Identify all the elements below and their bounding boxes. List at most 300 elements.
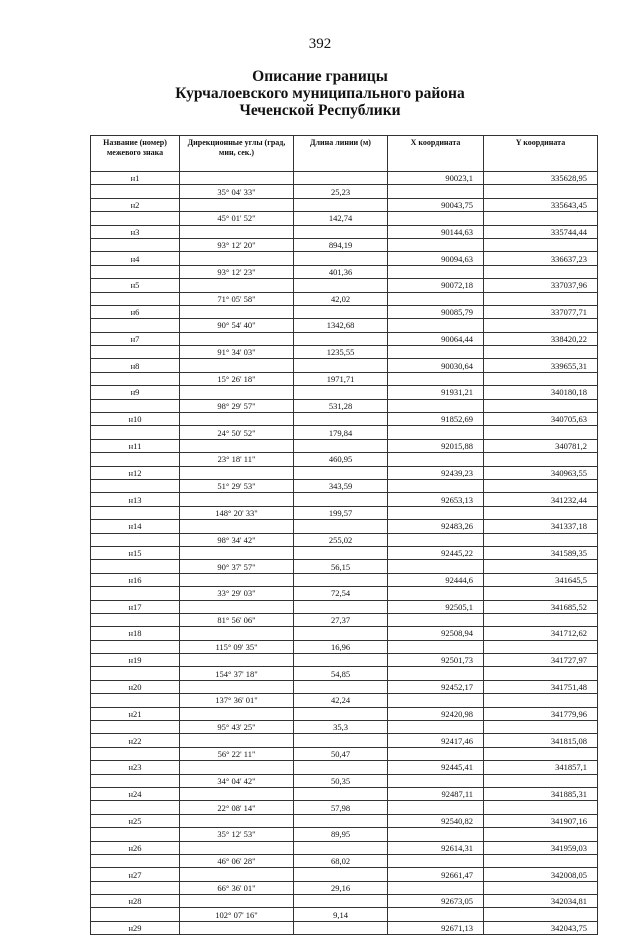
empty-cell: [91, 774, 180, 787]
y-coordinate: 336637,23: [484, 252, 598, 265]
point-name: н15: [91, 546, 180, 559]
point-row: [91, 546, 598, 559]
empty-cell: [294, 814, 388, 827]
segment-row: [91, 426, 598, 439]
direction-angle: 154° 37' 18": [180, 667, 294, 680]
empty-cell: [91, 801, 180, 814]
direction-angle: 148° 20' 33": [180, 506, 294, 519]
empty-cell: [294, 707, 388, 720]
empty-cell: [180, 868, 294, 881]
y-coordinate: 335744,44: [484, 225, 598, 238]
point-row: [91, 493, 598, 506]
empty-cell: [484, 238, 598, 251]
point-name: н24: [91, 787, 180, 800]
y-coordinate: 341815,08: [484, 734, 598, 747]
point-row: [91, 921, 598, 934]
y-coordinate: 338420,22: [484, 332, 598, 345]
point-row: [91, 198, 598, 211]
empty-cell: [484, 346, 598, 359]
point-row: [91, 707, 598, 720]
x-coordinate: 92420,98: [388, 707, 484, 720]
line-length: 199,57: [294, 506, 388, 519]
point-name: н17: [91, 600, 180, 613]
empty-cell: [180, 279, 294, 292]
empty-cell: [388, 774, 484, 787]
empty-cell: [484, 453, 598, 466]
direction-angle: 137° 36' 01": [180, 694, 294, 707]
y-coordinate: 341645,5: [484, 573, 598, 586]
direction-angle: 51° 29' 53": [180, 479, 294, 492]
line-length: 72,54: [294, 587, 388, 600]
point-name: н23: [91, 761, 180, 774]
segment-row: [91, 640, 598, 653]
empty-cell: [484, 721, 598, 734]
empty-cell: [388, 533, 484, 546]
empty-cell: [91, 881, 180, 894]
point-name: н14: [91, 520, 180, 533]
point-row: [91, 359, 598, 372]
empty-cell: [484, 265, 598, 278]
empty-cell: [91, 185, 180, 198]
empty-cell: [294, 734, 388, 747]
segment-row: [91, 560, 598, 573]
segment-row: [91, 238, 598, 251]
point-name: н26: [91, 841, 180, 854]
empty-cell: [180, 787, 294, 800]
empty-cell: [180, 305, 294, 318]
table-header-row: [91, 136, 598, 172]
point-name: н21: [91, 707, 180, 720]
y-coordinate: 341727,97: [484, 654, 598, 667]
direction-angle: 98° 34' 42": [180, 533, 294, 546]
point-row: [91, 413, 598, 426]
empty-cell: [180, 654, 294, 667]
empty-cell: [91, 319, 180, 332]
empty-cell: [180, 439, 294, 452]
point-row: [91, 814, 598, 827]
empty-cell: [294, 439, 388, 452]
empty-cell: [180, 252, 294, 265]
x-coordinate: 90094,63: [388, 252, 484, 265]
direction-angle: 56° 22' 11": [180, 747, 294, 760]
empty-cell: [294, 841, 388, 854]
direction-angle: 22° 08' 14": [180, 801, 294, 814]
segment-row: [91, 265, 598, 278]
empty-cell: [294, 493, 388, 506]
point-name: н27: [91, 868, 180, 881]
empty-cell: [388, 426, 484, 439]
segment-row: [91, 533, 598, 546]
segment-row: [91, 292, 598, 305]
x-coordinate: 90085,79: [388, 305, 484, 318]
empty-cell: [294, 305, 388, 318]
x-coordinate: 91852,69: [388, 413, 484, 426]
boundary-table: [90, 135, 598, 935]
empty-cell: [484, 801, 598, 814]
segment-row: [91, 774, 598, 787]
x-coordinate: 92487,11: [388, 787, 484, 800]
empty-cell: [388, 560, 484, 573]
empty-cell: [91, 479, 180, 492]
y-coordinate: 340781,2: [484, 439, 598, 452]
direction-angle: 115° 09' 35": [180, 640, 294, 653]
y-coordinate: 341751,48: [484, 680, 598, 693]
empty-cell: [484, 774, 598, 787]
line-length: 35,3: [294, 721, 388, 734]
segment-row: [91, 372, 598, 385]
empty-cell: [91, 908, 180, 921]
header-line-length: Длина линии (м): [294, 136, 388, 172]
x-coordinate: 92439,23: [388, 466, 484, 479]
y-coordinate: 342008,05: [484, 868, 598, 881]
empty-cell: [180, 627, 294, 640]
empty-cell: [294, 386, 388, 399]
empty-cell: [91, 399, 180, 412]
point-name: н3: [91, 225, 180, 238]
empty-cell: [388, 908, 484, 921]
empty-cell: [91, 747, 180, 760]
empty-cell: [388, 828, 484, 841]
title-line-1: Описание границы: [252, 68, 388, 85]
empty-cell: [180, 680, 294, 693]
point-name: н25: [91, 814, 180, 827]
empty-cell: [388, 613, 484, 626]
empty-cell: [91, 587, 180, 600]
x-coordinate: 92653,13: [388, 493, 484, 506]
y-coordinate: 341857,1: [484, 761, 598, 774]
empty-cell: [484, 828, 598, 841]
empty-cell: [388, 238, 484, 251]
x-coordinate: 90144,63: [388, 225, 484, 238]
line-length: 56,15: [294, 560, 388, 573]
empty-cell: [91, 372, 180, 385]
empty-cell: [484, 854, 598, 867]
empty-cell: [91, 346, 180, 359]
empty-cell: [180, 386, 294, 399]
segment-row: [91, 747, 598, 760]
empty-cell: [91, 721, 180, 734]
line-length: 57,98: [294, 801, 388, 814]
empty-cell: [484, 587, 598, 600]
header-direction-angle: Дирекционные углы (град, мин, сек.): [180, 136, 294, 172]
empty-cell: [180, 225, 294, 238]
empty-cell: [388, 372, 484, 385]
line-length: 89,95: [294, 828, 388, 841]
point-row: [91, 305, 598, 318]
empty-cell: [180, 198, 294, 211]
empty-cell: [294, 680, 388, 693]
empty-cell: [388, 881, 484, 894]
empty-cell: [484, 372, 598, 385]
empty-cell: [180, 921, 294, 934]
empty-cell: [180, 573, 294, 586]
empty-cell: [180, 546, 294, 559]
empty-cell: [388, 212, 484, 225]
direction-angle: 93° 12' 20": [180, 238, 294, 251]
empty-cell: [180, 707, 294, 720]
empty-cell: [180, 493, 294, 506]
empty-cell: [91, 613, 180, 626]
empty-cell: [91, 426, 180, 439]
empty-cell: [484, 881, 598, 894]
segment-row: [91, 346, 598, 359]
y-coordinate: 342043,75: [484, 921, 598, 934]
point-name: н11: [91, 439, 180, 452]
table-body: [91, 172, 598, 935]
line-length: 255,02: [294, 533, 388, 546]
x-coordinate: 92671,13: [388, 921, 484, 934]
x-coordinate: 92417,46: [388, 734, 484, 747]
segment-row: [91, 828, 598, 841]
point-row: [91, 627, 598, 640]
y-coordinate: 341907,16: [484, 814, 598, 827]
direction-angle: 45° 01' 52": [180, 212, 294, 225]
point-row: [91, 600, 598, 613]
point-name: н5: [91, 279, 180, 292]
empty-cell: [91, 533, 180, 546]
direction-angle: 46° 06' 28": [180, 854, 294, 867]
empty-cell: [91, 694, 180, 707]
point-row: [91, 172, 598, 185]
empty-cell: [294, 921, 388, 934]
x-coordinate: 92452,17: [388, 680, 484, 693]
direction-angle: 102° 07' 16": [180, 908, 294, 921]
empty-cell: [91, 212, 180, 225]
point-name: н28: [91, 895, 180, 908]
segment-row: [91, 479, 598, 492]
point-name: н7: [91, 332, 180, 345]
point-row: [91, 252, 598, 265]
x-coordinate: 92444,6: [388, 573, 484, 586]
page-number: 392: [308, 36, 332, 52]
empty-cell: [484, 667, 598, 680]
point-row: [91, 761, 598, 774]
y-coordinate: 340180,18: [484, 386, 598, 399]
x-coordinate: 92661,47: [388, 868, 484, 881]
line-length: 1235,55: [294, 346, 388, 359]
empty-cell: [484, 185, 598, 198]
empty-cell: [294, 252, 388, 265]
segment-row: [91, 399, 598, 412]
point-name: н12: [91, 466, 180, 479]
direction-angle: 35° 12' 53": [180, 828, 294, 841]
empty-cell: [180, 359, 294, 372]
y-coordinate: 342034,81: [484, 895, 598, 908]
x-coordinate: 91931,21: [388, 386, 484, 399]
point-row: [91, 868, 598, 881]
direction-angle: 24° 50' 52": [180, 426, 294, 439]
empty-cell: [388, 747, 484, 760]
y-coordinate: 341685,52: [484, 600, 598, 613]
empty-cell: [91, 854, 180, 867]
segment-row: [91, 185, 598, 198]
y-coordinate: 340705,63: [484, 413, 598, 426]
empty-cell: [294, 654, 388, 667]
line-length: 50,47: [294, 747, 388, 760]
point-row: [91, 466, 598, 479]
empty-cell: [388, 185, 484, 198]
x-coordinate: 92445,41: [388, 761, 484, 774]
point-row: [91, 734, 598, 747]
empty-cell: [484, 747, 598, 760]
direction-angle: 81° 56' 06": [180, 613, 294, 626]
empty-cell: [388, 346, 484, 359]
point-name: н10: [91, 413, 180, 426]
line-length: 1971,71: [294, 372, 388, 385]
line-length: 29,16: [294, 881, 388, 894]
direction-angle: 90° 37' 57": [180, 560, 294, 573]
segment-row: [91, 212, 598, 225]
empty-cell: [294, 600, 388, 613]
empty-cell: [294, 895, 388, 908]
point-name: н6: [91, 305, 180, 318]
direction-angle: 90° 54' 40": [180, 319, 294, 332]
point-row: [91, 841, 598, 854]
point-row: [91, 680, 598, 693]
direction-angle: 23° 18' 11": [180, 453, 294, 466]
point-row: [91, 225, 598, 238]
line-length: 16,96: [294, 640, 388, 653]
line-length: 894,19: [294, 238, 388, 251]
y-coordinate: 335643,45: [484, 198, 598, 211]
empty-cell: [388, 694, 484, 707]
empty-cell: [294, 868, 388, 881]
empty-cell: [294, 761, 388, 774]
x-coordinate: 90043,75: [388, 198, 484, 211]
point-row: [91, 279, 598, 292]
point-name: н13: [91, 493, 180, 506]
empty-cell: [388, 721, 484, 734]
line-length: 343,59: [294, 479, 388, 492]
point-name: н4: [91, 252, 180, 265]
segment-row: [91, 319, 598, 332]
x-coordinate: 92540,82: [388, 814, 484, 827]
x-coordinate: 92505,1: [388, 600, 484, 613]
empty-cell: [91, 238, 180, 251]
x-coordinate: 90072,18: [388, 279, 484, 292]
x-coordinate: 92673,05: [388, 895, 484, 908]
y-coordinate: 341779,96: [484, 707, 598, 720]
line-length: 9,14: [294, 908, 388, 921]
empty-cell: [294, 198, 388, 211]
empty-cell: [388, 587, 484, 600]
empty-cell: [180, 761, 294, 774]
point-row: [91, 787, 598, 800]
empty-cell: [180, 841, 294, 854]
y-coordinate: 341337,18: [484, 520, 598, 533]
direction-angle: 35° 04' 33": [180, 185, 294, 198]
empty-cell: [484, 533, 598, 546]
direction-angle: 95° 43' 25": [180, 721, 294, 734]
direction-angle: 93° 12' 23": [180, 265, 294, 278]
empty-cell: [91, 292, 180, 305]
x-coordinate: 92614,31: [388, 841, 484, 854]
direction-angle: 34° 04' 42": [180, 774, 294, 787]
point-name: н20: [91, 680, 180, 693]
empty-cell: [91, 640, 180, 653]
point-row: [91, 439, 598, 452]
empty-cell: [294, 520, 388, 533]
line-length: 27,37: [294, 613, 388, 626]
empty-cell: [294, 172, 388, 185]
empty-cell: [294, 332, 388, 345]
empty-cell: [484, 908, 598, 921]
y-coordinate: 341885,31: [484, 787, 598, 800]
segment-row: [91, 881, 598, 894]
y-coordinate: 341232,44: [484, 493, 598, 506]
line-length: 42,24: [294, 694, 388, 707]
line-length: 50,35: [294, 774, 388, 787]
empty-cell: [294, 627, 388, 640]
y-coordinate: 337077,71: [484, 305, 598, 318]
empty-cell: [294, 413, 388, 426]
segment-row: [91, 854, 598, 867]
empty-cell: [180, 814, 294, 827]
point-name: н8: [91, 359, 180, 372]
direction-angle: 15° 26' 18": [180, 372, 294, 385]
point-name: н22: [91, 734, 180, 747]
direction-angle: 66° 36' 01": [180, 881, 294, 894]
title-line-3: Чеченской Республики: [239, 102, 401, 119]
document-title: [0, 68, 640, 119]
y-coordinate: 341589,35: [484, 546, 598, 559]
x-coordinate: 90030,64: [388, 359, 484, 372]
line-length: 68,02: [294, 854, 388, 867]
line-length: 142,74: [294, 212, 388, 225]
empty-cell: [484, 319, 598, 332]
empty-cell: [294, 225, 388, 238]
title-line-2: Курчалоевского муниципального района: [175, 85, 465, 102]
point-name: н1: [91, 172, 180, 185]
direction-angle: 91° 34' 03": [180, 346, 294, 359]
point-row: [91, 332, 598, 345]
empty-cell: [180, 466, 294, 479]
empty-cell: [484, 613, 598, 626]
point-name: н19: [91, 654, 180, 667]
empty-cell: [91, 265, 180, 278]
segment-row: [91, 667, 598, 680]
header-point-name: Название (номер) межевого знака: [91, 136, 180, 172]
empty-cell: [180, 520, 294, 533]
empty-cell: [294, 466, 388, 479]
segment-row: [91, 613, 598, 626]
empty-cell: [484, 506, 598, 519]
line-length: 531,28: [294, 399, 388, 412]
empty-cell: [388, 399, 484, 412]
y-coordinate: 341959,03: [484, 841, 598, 854]
empty-cell: [484, 399, 598, 412]
line-length: 179,84: [294, 426, 388, 439]
segment-row: [91, 506, 598, 519]
x-coordinate: 92445,22: [388, 546, 484, 559]
line-length: 401,36: [294, 265, 388, 278]
empty-cell: [484, 694, 598, 707]
direction-angle: 98° 29' 57": [180, 399, 294, 412]
y-coordinate: 341712,62: [484, 627, 598, 640]
empty-cell: [388, 801, 484, 814]
header-x-coordinate: X координата: [388, 136, 484, 172]
segment-row: [91, 694, 598, 707]
header-y-coordinate: Y координата: [484, 136, 598, 172]
empty-cell: [180, 332, 294, 345]
empty-cell: [294, 279, 388, 292]
empty-cell: [388, 265, 484, 278]
empty-cell: [91, 506, 180, 519]
x-coordinate: 92483,26: [388, 520, 484, 533]
empty-cell: [180, 172, 294, 185]
empty-cell: [388, 854, 484, 867]
x-coordinate: 90064,44: [388, 332, 484, 345]
